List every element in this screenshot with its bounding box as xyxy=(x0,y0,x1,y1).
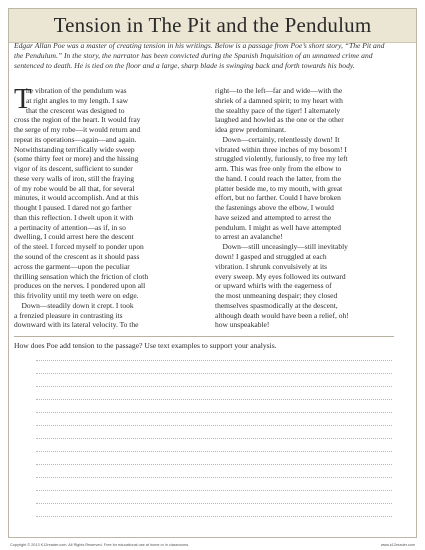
passage-line: the sound of the crescent as it should pass xyxy=(14,252,140,262)
passage-line: to arrest an avalanche! xyxy=(215,232,283,242)
passage-line: cross the region of the heart. It would fray xyxy=(14,115,141,125)
passage-line: (some thirty feet or more) and the hissing xyxy=(14,154,139,164)
site-url-footer[interactable]: www.k12reader.com xyxy=(380,543,415,547)
passage-line: struggled violently, furiously, to free my left xyxy=(215,154,348,164)
answer-line-2[interactable] xyxy=(36,373,392,374)
passage-line: the hand. I could reach the latter, from the xyxy=(215,173,341,183)
passage-line: these very walls of iron, still the fraying xyxy=(14,173,134,183)
passage-line: effort, but no farther. Could I have broken xyxy=(215,193,341,203)
answer-line-6[interactable] xyxy=(36,425,392,426)
passage-line: platter beside me, to my mouth, with great xyxy=(215,183,343,193)
passage-line: the serge of my robe—it would return and xyxy=(14,125,141,135)
passage-line: of the steel. I forced myself to ponder upon xyxy=(14,242,144,252)
passage-left-column xyxy=(14,83,201,330)
passage-line: how unspeakable! xyxy=(215,320,270,330)
passage-line: the stealthy pace of the tiger! I alternately xyxy=(215,105,341,115)
passage-line: vigor of its descent, sufficient to sunder xyxy=(14,164,133,174)
passage-line: thrilling sensation which the friction of cloth xyxy=(14,271,149,281)
passage-line: produces on the nerves. I pondered upon all xyxy=(14,281,146,291)
analysis-question: How does Poe add tension to the passage? Use text examples to support your analysis. xyxy=(14,341,277,350)
passage-line: shriek of a damned spirit; to my heart with xyxy=(215,95,343,105)
passage-line: right—to the left—far and wide—with the xyxy=(215,86,343,95)
passage-line: downward with its lateral velocity. To the xyxy=(14,320,139,330)
answer-line-3[interactable] xyxy=(36,386,392,387)
intro-paragraph: Edgar Allan Poe was a master of creating tension in his writings. Below is a passage from Poe’s short story, “The Pit and the Pendulum.” In the story, the narrator has been convicted during the Spanish Inquisition of an unnamed crime and sentenced to death. He is tied on the floor and a large, sharp blade is swinging back and forth towards his body. xyxy=(14,41,385,70)
passage-line: pendulum. I might as well have attempted xyxy=(215,222,342,232)
passage-line: arm. This was free only from the elbow to xyxy=(215,164,342,174)
answer-line-1[interactable] xyxy=(36,360,392,361)
passage-line: a pertinacity of attention—as if, in so xyxy=(14,222,126,232)
passage-line: Notwithstanding terrifically wide sweep xyxy=(14,144,135,154)
answer-line-5[interactable] xyxy=(36,412,392,413)
passage-line: every sweep. My eyes followed its outward xyxy=(215,271,346,281)
passage-line: have seized and attempted to arrest the xyxy=(215,212,332,222)
answer-line-7[interactable] xyxy=(36,438,392,439)
passage-line: down! I gasped and struggled at each xyxy=(215,252,327,262)
section-divider xyxy=(14,336,394,337)
passage-line: although death would have been a relief, oh! xyxy=(215,310,349,320)
answer-line-9[interactable] xyxy=(36,464,392,465)
passage-line: themselves spasmodically at the descent, xyxy=(215,300,338,310)
drop-cap: T xyxy=(14,83,32,115)
worksheet-title: Tension in The Pit and the Pendulum xyxy=(53,13,372,37)
passage-line: this frivolity until my teeth were on edge. xyxy=(14,291,139,301)
answer-line-4[interactable] xyxy=(36,399,392,400)
answer-line-10[interactable] xyxy=(36,477,392,478)
answer-line-8[interactable] xyxy=(36,451,392,452)
passage-line: minutes, it would accomplish. And at this xyxy=(14,193,139,203)
passage-line: Down—certainly, relentlessly down! It xyxy=(215,134,340,144)
passage-right-column xyxy=(215,86,402,330)
passage-line: dwelling, I could arrest here the descent xyxy=(14,232,134,242)
copyright-footer: Copyright © 2013 K12reader.com. All Rights Reserved. Free for educational use at home or in classrooms. xyxy=(10,543,190,547)
passage-line: repeat its operations—again—and again. xyxy=(14,134,137,144)
passage-line: he vibration of the pendulum was xyxy=(26,86,127,95)
passage-line: Down—steadily down it crept. I took xyxy=(14,300,134,310)
passage-line: at right angles to my length. I saw xyxy=(26,95,129,105)
passage-line: laughed and howled as the one or the other xyxy=(215,115,344,125)
passage-line: than this reflection. I dwelt upon it with xyxy=(14,212,134,222)
answer-line-11[interactable] xyxy=(36,490,392,491)
answer-line-12[interactable] xyxy=(36,503,392,504)
passage-line: the fastenings above the elbow, I would xyxy=(215,203,334,213)
passage-line: of my robe would be all that, for several xyxy=(14,183,135,193)
title-band xyxy=(9,9,416,43)
answer-line-13[interactable] xyxy=(36,516,392,517)
passage-line: vibration. I shrunk convulsively at its xyxy=(215,261,328,271)
passage-line: thought I paused. I dared not go farther xyxy=(14,203,132,213)
passage-line: Down—still unceasingly—still inevitably xyxy=(215,242,348,252)
passage-line: across the garment—upon the peculiar xyxy=(14,261,130,271)
passage-line: the most unmeaning despair; they closed xyxy=(215,291,338,301)
passage-line: vibrated within three inches of my bosom! I xyxy=(215,144,347,154)
passage-line: idea grew predominant. xyxy=(215,125,287,135)
passage-line: or upward whirls with the eagerness of xyxy=(215,281,332,291)
passage-line: that the crescent was designed to xyxy=(26,105,125,115)
passage-line: a frenzied pleasure in contrasting its xyxy=(14,310,123,320)
